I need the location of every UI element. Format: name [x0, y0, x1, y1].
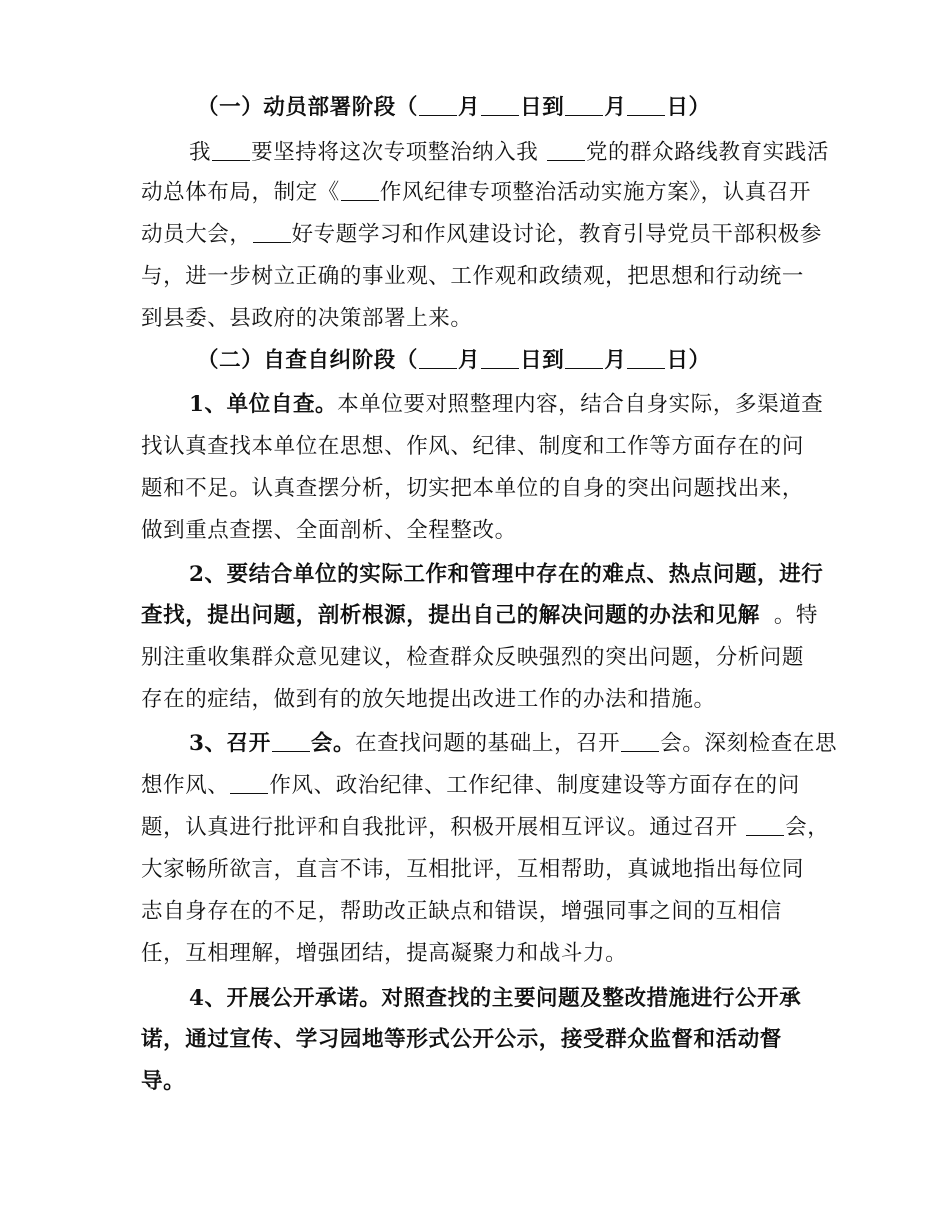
- text: 在查找问题的基础上，召开: [355, 731, 621, 756]
- paragraph-line: 导。: [141, 1069, 186, 1094]
- blank-field: [230, 771, 268, 794]
- text: 我: [189, 140, 212, 165]
- paragraph-line: [141, 178, 811, 208]
- section-heading-self-inspection: [197, 346, 711, 376]
- blank-field: [627, 346, 665, 369]
- blank-field: [621, 729, 659, 752]
- heading-text: 日到: [520, 95, 565, 120]
- paragraph-line: 诺，通过宣传、学习园地等形式公开公示，接受群众监督和活动督: [141, 1027, 782, 1052]
- text: 作风纪律专项整治活动实施方案》，认真召开: [379, 180, 812, 205]
- text: 党的群众路线教育实践活: [585, 140, 829, 165]
- blank-field: [481, 93, 519, 116]
- section-heading-mobilization: [197, 93, 711, 123]
- item-1-line: [189, 390, 823, 420]
- paragraph-line: 任，互相理解，增强团结，提高凝聚力和战斗力。: [141, 941, 628, 966]
- blank-field: [481, 346, 519, 369]
- paragraph-line: [189, 138, 829, 168]
- paragraph-line: 做到重点查摆、全面剖析、全程整改。: [141, 518, 517, 543]
- blank-field: [565, 346, 603, 369]
- blank-field: [253, 220, 291, 243]
- paragraph-line: 到县委、县政府的决策部署上来。: [141, 306, 473, 331]
- text: 。特: [773, 603, 819, 628]
- text: 题，认真进行批评和自我批评，积极开展相互评议。通过召开: [141, 815, 746, 840]
- text: 好专题学习和作风建设讨论，教育引导党员干部积极参: [291, 222, 822, 247]
- heading-text: （二）自查自纠阶段（: [197, 348, 419, 373]
- heading-text: （一）动员部署阶段（: [197, 95, 419, 120]
- blank-field: [627, 93, 665, 116]
- text: 会。深刻检查在思: [660, 731, 838, 756]
- paragraph-line: 别注重收集群众意见建议，检查群众反映强烈的突出问题，分析问题: [141, 645, 805, 670]
- paragraph-line: [141, 771, 800, 801]
- item-1-title: 1、单位自查。: [189, 392, 338, 417]
- blank-field: [746, 813, 784, 836]
- heading-text: 月: [458, 95, 481, 120]
- blank-field: [547, 138, 585, 161]
- paragraph-line: 存在的症结，做到有的放矢地提出改进工作的办法和措施。: [141, 687, 716, 712]
- blank-field: [419, 93, 457, 116]
- blank-field: [419, 346, 457, 369]
- paragraph-line: 找认真查找本单位在思想、作风、纪律、制度和工作等方面存在的问: [141, 434, 805, 459]
- item-2-title: 2、要结合单位的实际工作和管理中存在的难点、热点问题，进行: [189, 562, 824, 587]
- heading-text: 月: [604, 348, 627, 373]
- blank-field: [565, 93, 603, 116]
- text: 会，: [785, 815, 830, 840]
- text: 动总体布局，制定《: [141, 180, 340, 205]
- paragraph-line: 大家畅所欲言，直言不讳，互相批评，互相帮助，真诚地指出每位同: [141, 857, 805, 882]
- blank-field: [341, 178, 379, 201]
- text: 要坚持将这次专项整治纳入我: [251, 140, 546, 165]
- heading-text: 日）: [666, 95, 711, 120]
- text: 本单位要对照整理内容，结合自身实际，多渠道查: [337, 392, 824, 417]
- paragraph-line: 志自身存在的不足，帮助改正缺点和错误，增强同事之间的互相信: [141, 899, 782, 924]
- item-3-line: [189, 729, 837, 759]
- text: 动员大会，: [141, 222, 252, 247]
- blank-field: [212, 138, 250, 161]
- text: 作风、政治纪律、工作纪律、制度建设等方面存在的问: [269, 773, 800, 798]
- item-4-title: 4、开展公开承诺。对照查找的主要问题及整改措施进行公开承: [189, 986, 802, 1011]
- text: 查找，提出问题，剖析根源，提出自己的解决问题的办法和见解: [141, 603, 760, 628]
- item-3-title: 3、召开: [189, 731, 271, 756]
- text: 想作风、: [141, 773, 230, 798]
- paragraph-line: 题和不足。认真查摆分析，切实把本单位的自身的突出问题找出来，: [141, 476, 805, 501]
- paragraph-line: [141, 813, 829, 843]
- heading-text: 月: [604, 95, 627, 120]
- heading-text: 日）: [666, 348, 711, 373]
- heading-text: 月: [458, 348, 481, 373]
- text: 会。: [310, 731, 356, 756]
- paragraph-line: 与，进一步树立正确的事业观、工作观和政绩观，把思想和行动统一: [141, 264, 805, 289]
- paragraph-line: [141, 601, 818, 631]
- paragraph-line: [141, 220, 822, 250]
- blank-field: [272, 729, 310, 752]
- heading-text: 日到: [520, 348, 565, 373]
